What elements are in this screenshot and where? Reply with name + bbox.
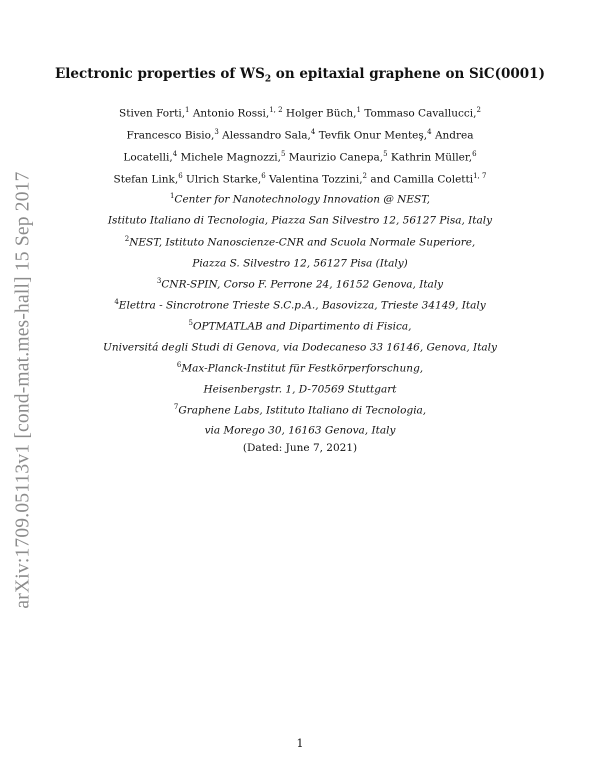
author-name: Michele Magnozzi, xyxy=(177,151,281,164)
affiliation-line xyxy=(0,358,600,376)
author-affil: 1 xyxy=(185,106,190,114)
author-affil: 3 xyxy=(214,128,219,136)
author-name: Holger Büch, xyxy=(282,107,357,120)
title-subscript: 2 xyxy=(264,74,272,85)
affiliation-line xyxy=(0,420,600,438)
affiliation-number: 6 xyxy=(176,361,182,369)
affiliation-line xyxy=(0,400,600,418)
author-name: and Camilla Coletti xyxy=(367,173,474,186)
author-affil: 4 xyxy=(310,128,316,136)
author-affil: 5 xyxy=(383,150,388,158)
author-affil: 1 xyxy=(356,106,361,114)
title-rest: on epitaxial graphene on SiC(0001) xyxy=(271,66,545,82)
author-name: Andrea xyxy=(431,129,474,142)
affiliation-number: 3 xyxy=(156,277,162,285)
affiliation-line xyxy=(0,189,600,207)
affiliation-number: 5 xyxy=(188,319,193,327)
author-affil: 4 xyxy=(172,150,178,158)
author-name: Locatelli, xyxy=(123,151,173,164)
affiliation-text: NEST, Istituto Nanoscienze-CNR and Scuola Normale Superiore, xyxy=(129,236,476,249)
author-name: Alessandro Sala, xyxy=(218,129,311,142)
author-name: Maurizio Canepa, xyxy=(285,151,384,164)
dated-line: (Dated: June 7, 2021) xyxy=(242,442,358,454)
author-name: Stefan Link, xyxy=(113,173,179,186)
author-name: Francesco Bisio, xyxy=(126,129,215,142)
author-name: Tommaso Cavallucci, xyxy=(360,107,477,120)
page-number: 1 xyxy=(296,737,304,750)
affiliation-text: Istituto Italiano di Tecnologia, Piazza San Silvestro 12, 56127 Pisa, Italy xyxy=(107,214,493,227)
affiliation-line xyxy=(0,295,600,313)
author-affil: 2 xyxy=(476,106,481,114)
affiliation-text: Piazza S. Silvestro 12, 56127 Pisa (Italy) xyxy=(192,257,408,270)
author-line-2 xyxy=(0,125,600,143)
author-affil: 6 xyxy=(261,172,266,180)
affiliation-text: Graphene Labs, Istituto Italiano di Tecnologia, xyxy=(178,404,427,417)
affiliation-line xyxy=(0,337,600,355)
author-name: Tevfik Onur Menteş, xyxy=(315,129,428,142)
affiliation-line xyxy=(0,379,600,397)
affiliation-number: 1 xyxy=(169,192,175,200)
affiliation-line xyxy=(0,232,600,250)
author-affil: 4 xyxy=(427,128,432,136)
author-affil: 2 xyxy=(362,172,368,180)
affiliation-text: OPTMATLAB and Dipartimento di Fisica, xyxy=(192,320,412,333)
affiliation-text: Center for Nanotechnology Innovation @ NEST, xyxy=(174,193,431,206)
title-main: Electronic properties of WS xyxy=(55,66,265,82)
author-line-3 xyxy=(0,147,600,165)
affiliation-line xyxy=(0,210,600,228)
affiliation-number: 2 xyxy=(124,235,130,243)
affiliation-line xyxy=(0,253,600,271)
author-affil: 1, 7 xyxy=(473,172,487,180)
affiliation-number: 7 xyxy=(173,403,179,411)
affiliation-line xyxy=(0,274,600,292)
author-name: Antonio Rossi, xyxy=(189,107,270,120)
author-affil: 6 xyxy=(472,150,477,158)
affiliation-line xyxy=(0,316,600,334)
author-name: Valentina Tozzini, xyxy=(265,173,363,186)
author-name: Stiven Forti, xyxy=(119,107,186,120)
affiliation-text: Elettra - Sincrotrone Trieste S.C.p.A., Basovizza, Trieste 34149, Italy xyxy=(118,299,486,312)
paper-title xyxy=(0,66,600,85)
affiliation-text: Universitá degli Studi di Genova, via Dodecaneso 33 16146, Genova, Italy xyxy=(103,341,497,354)
author-line-1 xyxy=(0,103,600,121)
affiliation-text: CNR-SPIN, Corso F. Perrone 24, 16152 Genova, Italy xyxy=(161,278,444,291)
author-name: Ulrich Starke, xyxy=(182,173,262,186)
affiliation-number: 4 xyxy=(114,298,119,306)
affiliation-text: via Morego 30, 16163 Genova, Italy xyxy=(204,424,396,437)
author-name: Kathrin Müller, xyxy=(387,151,473,164)
author-affil: 5 xyxy=(280,150,286,158)
author-affil: 1, 2 xyxy=(269,106,283,114)
affiliation-text: Heisenbergstr. 1, D-70569 Stuttgart xyxy=(203,383,397,396)
arxiv-stamp-text: arXiv:1709.05113v1 [cond-mat.mes-hall] 15 Sep 2017 xyxy=(13,171,34,609)
author-affil: 6 xyxy=(178,172,183,180)
affiliation-text: Max-Planck-Institut für Festkörperforschung, xyxy=(181,362,424,375)
author-line-4 xyxy=(0,169,600,187)
